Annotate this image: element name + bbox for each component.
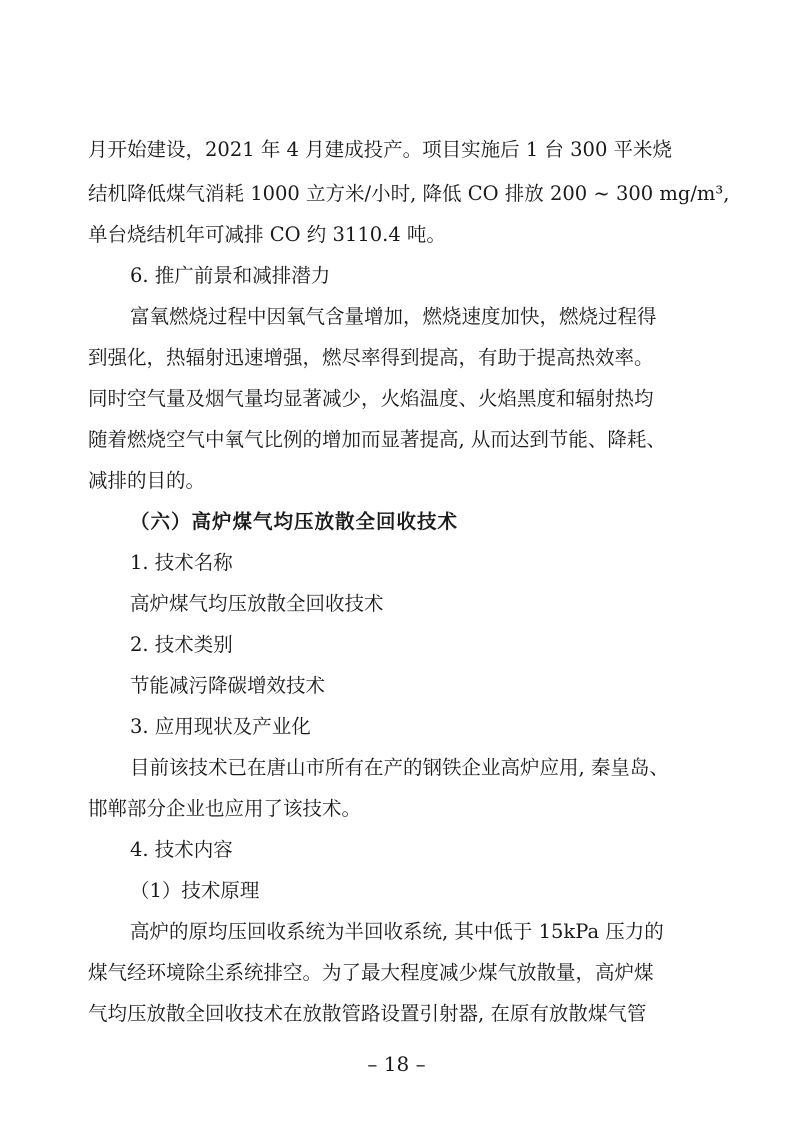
subsection-heading-line: （1）技术原理: [130, 879, 260, 902]
section-heading-line: 1. 技术名称: [130, 551, 233, 574]
paragraph-line: 富氧燃烧过程中因氧气含量增加，燃烧速度加快，燃烧过程得: [130, 305, 657, 328]
paragraph-line: 高炉的原均压回收系统为半回收系统, 其中低于 15kPa 压力的: [130, 920, 664, 943]
paragraph-line: 目前该技术已在唐山市所有在产的钢铁企业高炉应用, 秦皇岛、: [130, 756, 669, 779]
chapter-heading: （六）高炉煤气均压放散全回收技术: [130, 510, 459, 533]
paragraph-line: 减排的目的。: [88, 469, 206, 492]
section-heading-line: 3. 应用现状及产业化: [130, 715, 311, 738]
paragraph-line: 到强化，热辐射迅速增强，燃尽率得到提高，有助于提高热效率。: [88, 346, 654, 369]
paragraph-line: 月开始建设，2021 年 4 月建成投产。项目实施后 1 台 300 平米烧: [88, 138, 673, 161]
paragraph-line: 煤气经环境除尘系统排空。为了最大程度减少煤气放散量，高炉煤: [88, 961, 654, 984]
paragraph-line: 同时空气量及烟气量均显著减少，火焰温度、火焰黑度和辐射热均: [88, 387, 654, 410]
paragraph-line: 结机降低煤气消耗 1000 立方米/小时, 降低 CO 排放 200 ~ 300 mg/m³,: [88, 182, 730, 205]
section-heading-line: 6. 推广前景和减排潜力: [130, 264, 331, 287]
paragraph-line: 邯郸部分企业也应用了该技术。: [88, 797, 362, 820]
paragraph-line: 随着燃烧空气中氧气比例的增加而显著提高, 从而达到节能、降耗、: [88, 428, 666, 451]
paragraph-line: 单台烧结机年可减排 CO 约 3110.4 吨。: [88, 223, 446, 246]
page-number: – 18 –: [367, 1052, 426, 1076]
section-heading-line: 2. 技术类别: [130, 633, 233, 656]
paragraph-line: 节能减污降碳增效技术: [130, 674, 326, 697]
paragraph-line: 高炉煤气均压放散全回收技术: [130, 592, 384, 615]
section-heading-line: 4. 技术内容: [130, 838, 233, 861]
paragraph-line: 气均压放散全回收技术在放散管路设置引射器, 在原有放散煤气管: [88, 1002, 647, 1025]
